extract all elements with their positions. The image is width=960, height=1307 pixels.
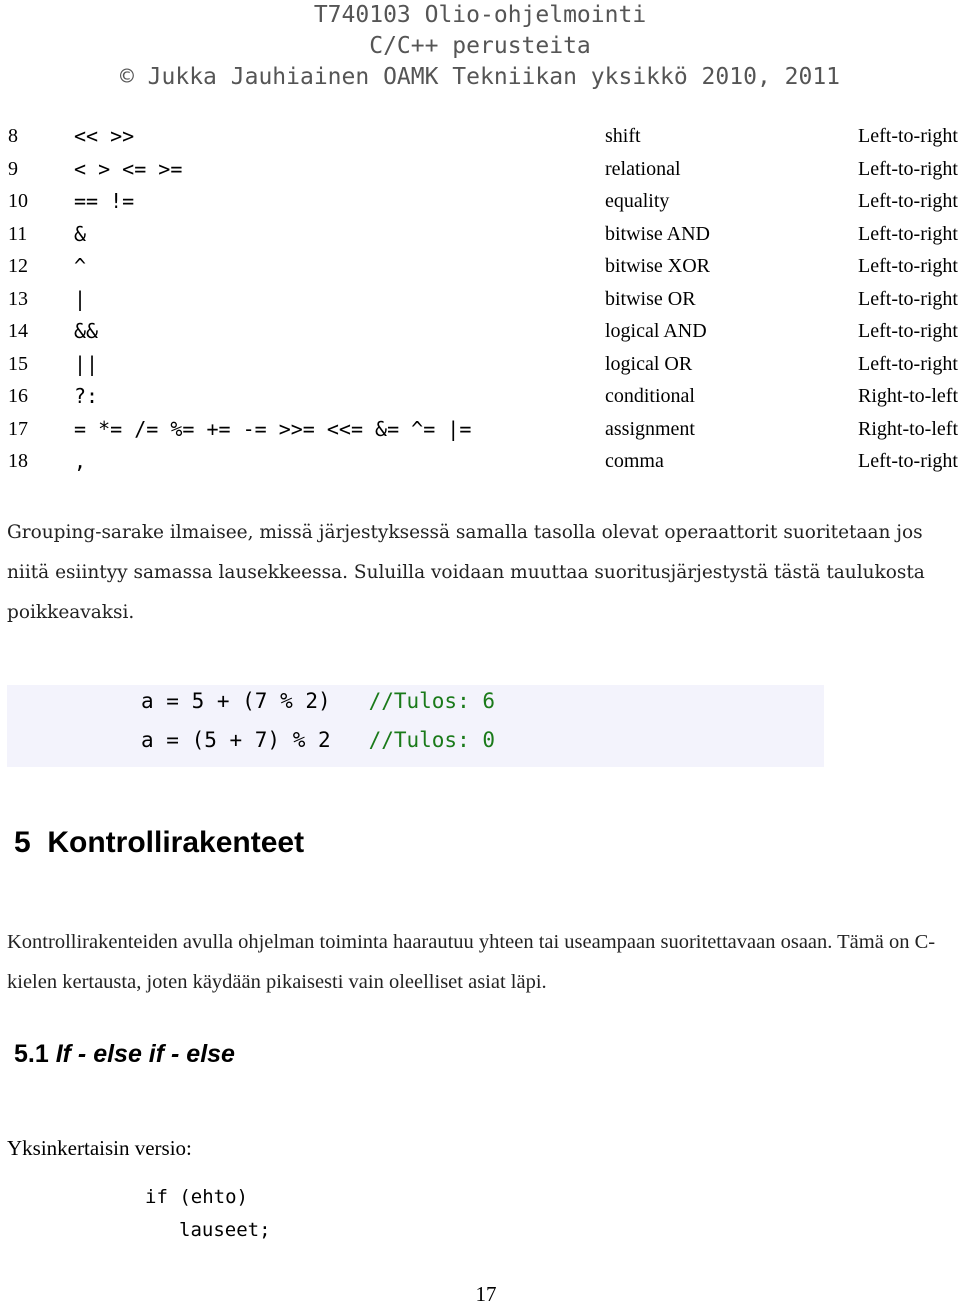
operator-row (8, 445, 958, 478)
operator-list: && (74, 319, 99, 343)
associativity: Left-to-right (858, 125, 958, 147)
operator-group: bitwise AND (605, 222, 710, 245)
operator-group: bitwise XOR (605, 255, 710, 277)
precedence-level: 15 (8, 352, 28, 375)
operator-group: shift (605, 125, 641, 147)
operator-row (8, 380, 958, 413)
associativity: Left-to-right (858, 352, 958, 375)
operator-group: equality (605, 190, 670, 212)
operator-group: logical AND (605, 320, 707, 342)
operator-row (8, 120, 958, 153)
precedence-level: 8 (8, 125, 18, 147)
operator-precedence-table (8, 120, 958, 478)
precedence-level: 9 (8, 157, 18, 180)
operator-row (8, 250, 958, 283)
copyright-line: © Jukka Jauhiainen OAMK Tekniikan yksikkö 2010, 2011 (119, 64, 841, 90)
associativity: Left-to-right (858, 450, 958, 472)
operator-row (8, 185, 958, 218)
code-line-1 (141, 685, 495, 718)
operator-row (8, 218, 958, 251)
associativity: Left-to-right (858, 287, 958, 310)
subsection-number: 5.1 (14, 1040, 49, 1068)
operator-group: bitwise OR (605, 287, 696, 310)
section-heading: 5 Kontrollirakenteet (14, 826, 305, 859)
subsection-heading (14, 1040, 235, 1069)
operator-list: = *= /= %= += -= >>= <<= &= ^= |= (74, 416, 472, 441)
associativity: Left-to-right (858, 190, 958, 212)
code-line-1-code: a = 5 + (7 % 2) (141, 689, 369, 713)
precedence-level: 10 (8, 190, 28, 212)
page-header (0, 0, 960, 93)
operator-row (8, 315, 958, 348)
operator-row (8, 413, 958, 446)
operator-list: ?: (74, 384, 99, 408)
associativity: Left-to-right (858, 222, 958, 245)
operator-list: || (74, 351, 99, 376)
precedence-level: 18 (8, 450, 28, 472)
operator-list: << >> (74, 124, 135, 148)
code-line-2 (141, 724, 495, 757)
subsection-title: If - else if - else (55, 1040, 235, 1068)
operator-row (8, 348, 958, 381)
precedence-level: 17 (8, 417, 28, 440)
operator-list: | (74, 286, 87, 311)
precedence-level: 11 (8, 222, 28, 245)
operator-row (8, 153, 958, 186)
associativity: Left-to-right (858, 157, 958, 180)
associativity: Left-to-right (858, 320, 958, 342)
if-code-line: if (ehto) (145, 1186, 248, 1208)
grouping-paragraph: Grouping-sarake ilmaisee, missä järjestyksessä samalla tasolla olevat operaattorit suoritetaan jos niitä esiintyy samassa lausekkeessa. Suluilla voidaan muuttaa suoritusjärjestystä tästä taulukosta poikkeavaksi. (7, 522, 925, 623)
operator-list: ^ (74, 254, 87, 278)
code-line-1-comment: //Tulos: 6 (368, 689, 496, 713)
course-subtitle: C/C++ perusteita (369, 33, 591, 59)
page-number: 17 (475, 1282, 497, 1306)
associativity: Left-to-right (858, 255, 958, 277)
code-line-2-code: a = (5 + 7) % 2 (141, 728, 369, 752)
precedence-level: 12 (8, 255, 28, 277)
code-line-2-comment: //Tulos: 0 (368, 728, 496, 752)
associativity: Right-to-left (858, 417, 958, 440)
operator-list: < > <= >= (74, 156, 183, 181)
operator-list: , (74, 449, 87, 473)
associativity: Right-to-left (858, 385, 958, 407)
precedence-level: 16 (8, 385, 28, 407)
operator-row (8, 283, 958, 316)
operator-group: assignment (605, 417, 695, 440)
statements-code-line: lauseet; (179, 1219, 271, 1241)
operator-list: & (74, 221, 87, 246)
operator-list: == != (74, 189, 135, 213)
operator-group: logical OR (605, 352, 693, 375)
precedence-level: 14 (8, 320, 28, 342)
section-paragraph: Kontrollirakenteiden avulla ohjelman toiminta haarautuu yhteen tai useampaan suoritettavaan osaan. Tämä on C-kielen kertausta, joten käydään pikaisesti vain oleelliset asiat läpi. (7, 931, 936, 993)
operator-group: conditional (605, 385, 695, 407)
precedence-level: 13 (8, 287, 28, 310)
course-title: T740103 Olio-ohjelmointi (313, 2, 647, 28)
subsection-intro: Yksinkertaisin versio: (7, 1136, 192, 1160)
operator-group: comma (605, 450, 664, 472)
operator-group: relational (605, 157, 681, 180)
